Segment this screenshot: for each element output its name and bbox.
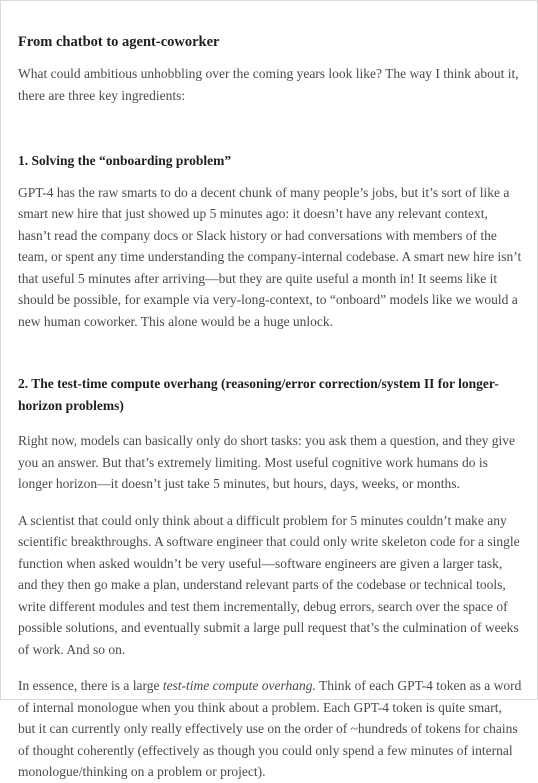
section-1-heading: 1. Solving the “onboarding problem” [18, 153, 232, 168]
article [18, 33, 522, 783]
section-2-paragraph-2: A scientist that could only think about a difficult problem for 5 minutes couldn’t make any scientific breakthroughs. A software engineer that could only write skeleton code for a single function when asked wouldn’t be very useful—software engineers are given a larger task, and they then go make a plan, understand relevant parts of the codebase or technical tools, write different modules and test them incrementally, debug errors, search over the space of possible solutions, and eventually submit a large pull request that’s the culmination of weeks of work. And so on. [18, 512, 520, 657]
test-time-compute-overhang-emphasis: test-time compute overhang. [162, 678, 316, 693]
section-2-paragraph-1: Right now, models can basically only do short tasks: you ask them a question, and they give you an answer. But that’s extremely limiting. Most useful cognitive work humans do is longer horizon—it doesn’t just take 5 minutes, but hours, days, weeks, or months. [18, 433, 516, 491]
section-1-paragraph-1: GPT-4 has the raw smarts to do a decent chunk of many people’s jobs, but it’s sort of like a smart new hire that just showed up 5 minutes ago: it doesn’t have any relevant context, hasn’t read the company docs or Slack history or had conversations with members of the team, or spent any time understanding the company-internal codebase. A smart new hire isn’t that useful 5 minutes after arriving—but they are quite useful a month in! It seems like it should be possible, for example via very-long-context, to “onboard” models like we would a new human coworker. This alone would be a huge unlock. [18, 184, 522, 329]
article-heading: From chatbot to agent-coworker [18, 34, 220, 50]
section-2-heading: 2. The test-time compute overhang (reasoning/error correction/system II for longer-horizon problems) [18, 376, 499, 413]
intro-paragraph: What could ambitious unhobbling over the coming years look like? The way I think about it, there are three key ingredients: [18, 66, 519, 103]
section-2-paragraph-3 [18, 675, 522, 783]
section-2-paragraph-3-lead: In essence, there is a large [18, 678, 163, 693]
section-2-paragraph-3-rest: Think of each GPT-4 token as a word of internal monologue when you think about a problem. Each GPT-4 token is quite smart, but it can currently only really effectively use on the order of ~hundreds of tokens for chains of thought coherently (effectively as though you could only spend a few minutes of internal monologue/thinking on a problem or project). [18, 678, 522, 779]
